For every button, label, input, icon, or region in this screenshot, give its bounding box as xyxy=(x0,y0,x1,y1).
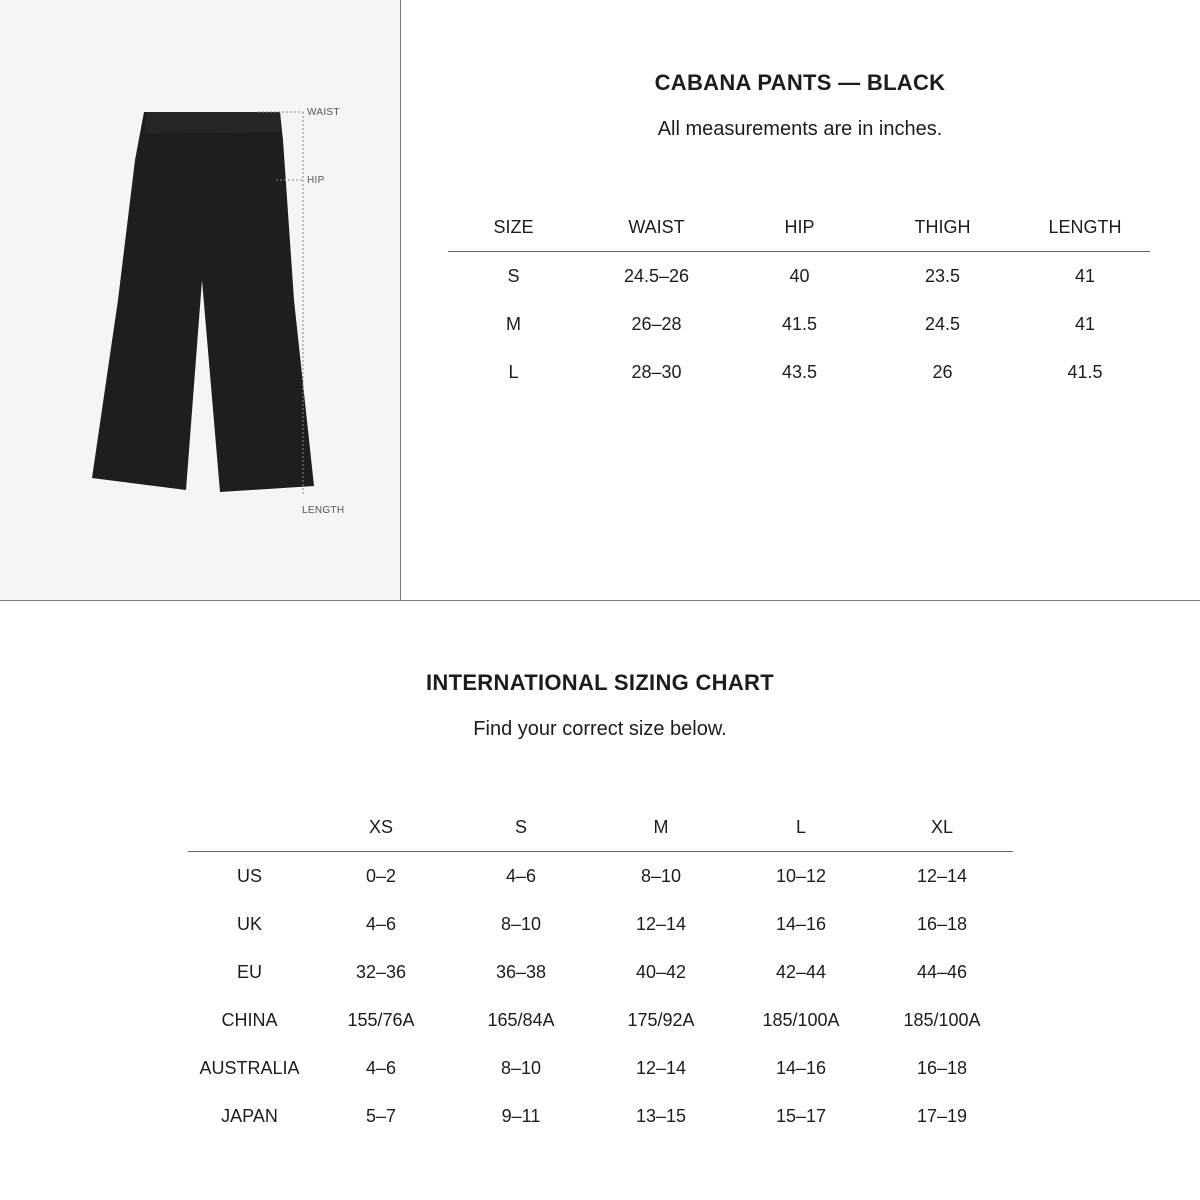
size-value-cell: 14–16 xyxy=(775,1057,827,1078)
region-cell: EU xyxy=(236,961,262,982)
column-header-waist: WAIST xyxy=(628,216,685,237)
length-cell: 41 xyxy=(1074,265,1096,286)
hip-label: HIP xyxy=(307,175,325,186)
size-value-cell: 40–42 xyxy=(635,961,687,982)
size-value-cell: 44–46 xyxy=(916,961,968,982)
size-value-cell: 165/84A xyxy=(487,1009,555,1030)
region-cell: CHINA xyxy=(221,1009,278,1030)
size-value-cell: 175/92A xyxy=(627,1009,695,1030)
size-value-cell: 16–18 xyxy=(916,1057,968,1078)
size-value-cell: 4–6 xyxy=(505,865,537,886)
size-value-cell: 0–2 xyxy=(365,865,397,886)
waist-label: WAIST xyxy=(307,107,340,118)
region-cell: JAPAN xyxy=(221,1105,278,1126)
waist-cell: 26–28 xyxy=(631,313,682,334)
table-row xyxy=(188,900,1013,948)
table-row xyxy=(448,252,1150,301)
table-row xyxy=(188,996,1013,1044)
hip-cell: 41.5 xyxy=(781,313,818,334)
hip-cell: 40 xyxy=(789,265,810,286)
section-divider xyxy=(0,600,1200,601)
region-cell: US xyxy=(236,865,262,886)
column-header-xs: XS xyxy=(368,816,393,837)
length-cell: 41 xyxy=(1074,313,1096,334)
hip-cell: 43.5 xyxy=(781,361,818,382)
column-header-thigh: THIGH xyxy=(914,216,971,237)
size-value-cell: 12–14 xyxy=(635,913,687,934)
international-title: INTERNATIONAL SIZING CHART xyxy=(426,670,774,695)
table-row xyxy=(448,348,1150,396)
measurement-table xyxy=(448,203,1150,396)
pants-illustration xyxy=(92,112,314,492)
table-row xyxy=(188,1092,1013,1140)
size-value-cell: 13–15 xyxy=(635,1105,687,1126)
waist-cell: 28–30 xyxy=(631,361,682,382)
table-header-row xyxy=(188,803,1013,852)
size-value-cell: 14–16 xyxy=(775,913,827,934)
table-row xyxy=(188,1044,1013,1092)
column-header-size: SIZE xyxy=(493,216,534,237)
column-header-l: L xyxy=(795,816,806,837)
size-value-cell: 185/100A xyxy=(762,1009,840,1030)
column-header-hip: HIP xyxy=(784,216,815,237)
size-value-cell: 8–10 xyxy=(500,1057,542,1078)
size-cell: S xyxy=(507,265,520,286)
product-subtitle: All measurements are in inches. xyxy=(657,118,943,140)
size-value-cell: 10–12 xyxy=(775,865,827,886)
size-value-cell: 9–11 xyxy=(501,1105,541,1126)
column-header-length: LENGTH xyxy=(1048,216,1122,237)
size-value-cell: 12–14 xyxy=(635,1057,687,1078)
length-cell: 41.5 xyxy=(1067,361,1103,382)
thigh-cell: 23.5 xyxy=(924,265,961,286)
region-cell: UK xyxy=(236,913,262,934)
size-value-cell: 5–7 xyxy=(365,1105,397,1126)
size-value-cell: 12–14 xyxy=(916,865,968,886)
waist-cell: 24.5–26 xyxy=(623,265,690,286)
table-row xyxy=(448,300,1150,348)
size-value-cell: 4–6 xyxy=(365,913,397,934)
column-header-m: M xyxy=(653,816,669,837)
table-row xyxy=(188,948,1013,996)
international-sizing-table xyxy=(188,803,1013,1140)
length-label: LENGTH xyxy=(302,505,345,516)
column-header-xl: XL xyxy=(930,816,954,837)
table-header-row xyxy=(448,203,1150,252)
size-value-cell: 185/100A xyxy=(903,1009,981,1030)
size-value-cell: 8–10 xyxy=(500,913,542,934)
thigh-cell: 24.5 xyxy=(924,313,961,334)
size-value-cell: 4–6 xyxy=(365,1057,397,1078)
size-value-cell: 8–10 xyxy=(640,865,682,886)
product-title: CABANA PANTS — BLACK xyxy=(654,70,946,95)
column-header-s: S xyxy=(514,816,527,837)
size-value-cell: 15–17 xyxy=(775,1105,827,1126)
size-cell: M xyxy=(506,313,521,334)
region-cell: AUSTRALIA xyxy=(199,1057,300,1078)
size-value-cell: 16–18 xyxy=(916,913,968,934)
pants-measurement-diagram xyxy=(0,0,400,600)
product-image-panel xyxy=(0,0,401,600)
size-value-cell: 42–44 xyxy=(775,961,827,982)
thigh-cell: 26 xyxy=(932,361,953,382)
table-row xyxy=(188,852,1013,901)
size-cell: L xyxy=(508,361,519,382)
size-value-cell: 155/76A xyxy=(347,1009,415,1030)
size-value-cell: 32–36 xyxy=(355,961,407,982)
international-subtitle: Find your correct size below. xyxy=(473,718,727,740)
column-header-region xyxy=(188,803,311,852)
size-value-cell: 17–19 xyxy=(916,1105,968,1126)
size-value-cell: 36–38 xyxy=(495,961,547,982)
